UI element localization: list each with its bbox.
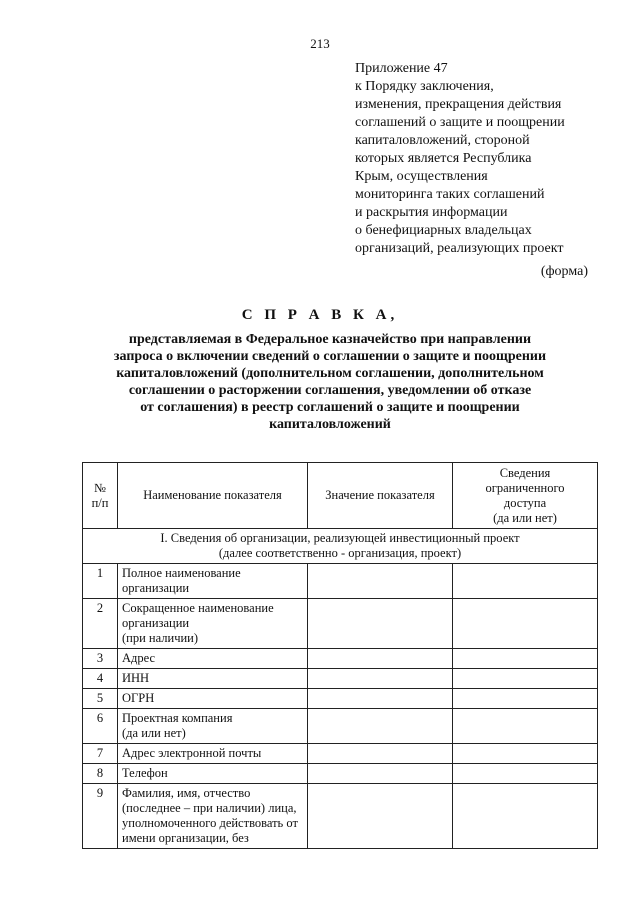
row-label-line: имени организации, без <box>122 831 249 845</box>
row-num: 1 <box>83 564 118 599</box>
table-row <box>83 599 598 649</box>
row-restricted-cell[interactable] <box>453 599 598 649</box>
row-restricted-cell[interactable] <box>453 784 598 849</box>
indicator-table <box>82 462 598 849</box>
row-label <box>118 689 308 709</box>
row-restricted-cell[interactable] <box>453 649 598 669</box>
row-label-line: (последнее – при наличии) лица, <box>122 801 297 815</box>
row-label-line: уполномоченного действовать от <box>122 816 298 830</box>
table-row <box>83 689 598 709</box>
table-row <box>83 564 598 599</box>
appendix-line: мониторинга таких соглашений <box>355 187 545 202</box>
header-restricted-line: доступа <box>503 495 547 510</box>
document-title: С П Р А В К А, <box>241 307 399 323</box>
row-num: 9 <box>83 784 118 849</box>
subtitle-line: представляемая в Федеральное казначейство при направлении <box>128 332 532 347</box>
appendix-line: организаций, реализующих проект <box>355 241 564 256</box>
appendix-line: соглашений о защите и поощрении <box>355 115 565 130</box>
row-num: 3 <box>83 649 118 669</box>
row-value-cell[interactable] <box>308 764 453 784</box>
appendix-header <box>355 60 625 258</box>
row-value-cell[interactable] <box>308 599 453 649</box>
appendix-line: которых является Республика <box>355 151 532 166</box>
section-line: I. Сведения об организации, реализующей инвестиционный проект <box>160 531 520 545</box>
header-num-line: № <box>94 480 106 495</box>
row-restricted-cell[interactable] <box>453 764 598 784</box>
row-label-line: Адрес электронной почты <box>122 746 262 760</box>
row-num: 6 <box>83 709 118 744</box>
row-num: 5 <box>83 689 118 709</box>
row-label <box>118 564 308 599</box>
row-restricted-cell[interactable] <box>453 564 598 599</box>
row-label-line: Адрес <box>122 651 156 665</box>
row-label <box>118 599 308 649</box>
section-row <box>83 529 598 564</box>
row-label <box>118 669 308 689</box>
row-label-line: Фамилия, имя, отчество <box>122 786 251 800</box>
row-value-cell[interactable] <box>308 689 453 709</box>
row-label-line: ИНН <box>122 671 150 685</box>
row-num: 2 <box>83 599 118 649</box>
row-value-cell[interactable] <box>308 709 453 744</box>
form-label: (форма) <box>540 264 588 279</box>
row-label-line: организации <box>122 616 190 630</box>
row-label-line: Телефон <box>122 766 168 780</box>
header-restricted <box>453 463 598 529</box>
subtitle-line: запроса о включении сведений о соглашении о защите и поощрении <box>113 349 547 364</box>
subtitle-line: соглашении о расторжении соглашения, уведомлении об отказе <box>128 383 532 398</box>
row-restricted-cell[interactable] <box>453 669 598 689</box>
table-header-row <box>83 463 598 529</box>
appendix-line: изменения, прекращения действия <box>355 97 562 112</box>
subtitle-line: капиталовложений (дополнительном соглашении, дополнительном <box>116 366 544 381</box>
appendix-line: Приложение 47 <box>355 61 448 76</box>
subtitle-line: от соглашения) в реестр соглашений о защите и поощрении <box>140 400 520 415</box>
header-num <box>83 463 118 529</box>
row-value-cell[interactable] <box>308 744 453 764</box>
appendix-line: о бенефициарных владельцах <box>355 223 532 238</box>
row-label <box>118 764 308 784</box>
table-row <box>83 669 598 689</box>
row-label-line: организации <box>122 581 190 595</box>
header-name: Наименование показателя <box>118 463 308 529</box>
header-restricted-line: ограниченного <box>485 480 565 495</box>
header-restricted-line: (да или нет) <box>493 510 557 525</box>
table-row <box>83 784 598 849</box>
table-row <box>83 709 598 744</box>
row-restricted-cell[interactable] <box>453 689 598 709</box>
row-label-line: ОГРН <box>122 691 155 705</box>
row-num: 7 <box>83 744 118 764</box>
row-label <box>118 744 308 764</box>
row-num: 4 <box>83 669 118 689</box>
appendix-line: к Порядку заключения, <box>355 79 494 94</box>
appendix-line: Крым, осуществления <box>355 169 488 184</box>
table-row <box>83 764 598 784</box>
page-number: 213 <box>310 36 330 51</box>
row-label-line: Проектная компания <box>122 711 233 725</box>
row-label-line: (да или нет) <box>122 726 186 740</box>
document-subtitle <box>60 331 600 433</box>
row-num: 8 <box>83 764 118 784</box>
row-label-line: (при наличии) <box>122 631 199 645</box>
header-num-line: п/п <box>91 495 109 510</box>
appendix-line: капиталовложений, стороной <box>355 133 530 148</box>
row-value-cell[interactable] <box>308 649 453 669</box>
subtitle-line: капиталовложений <box>269 417 391 432</box>
row-label-line: Сокращенное наименование <box>122 601 274 615</box>
table-row <box>83 649 598 669</box>
appendix-line: и раскрытия информации <box>355 205 508 220</box>
row-label <box>118 709 308 744</box>
row-value-cell[interactable] <box>308 784 453 849</box>
table-row <box>83 744 598 764</box>
row-restricted-cell[interactable] <box>453 709 598 744</box>
row-restricted-cell[interactable] <box>453 744 598 764</box>
header-restricted-line: Сведения <box>499 465 551 480</box>
header-value: Значение показателя <box>308 463 453 529</box>
row-label-line: Полное наименование <box>122 566 241 580</box>
section-line: (далее соответственно - организация, проект) <box>218 546 462 560</box>
row-value-cell[interactable] <box>308 564 453 599</box>
section-title <box>83 529 598 564</box>
row-value-cell[interactable] <box>308 669 453 689</box>
row-label <box>118 649 308 669</box>
row-label <box>118 784 308 849</box>
